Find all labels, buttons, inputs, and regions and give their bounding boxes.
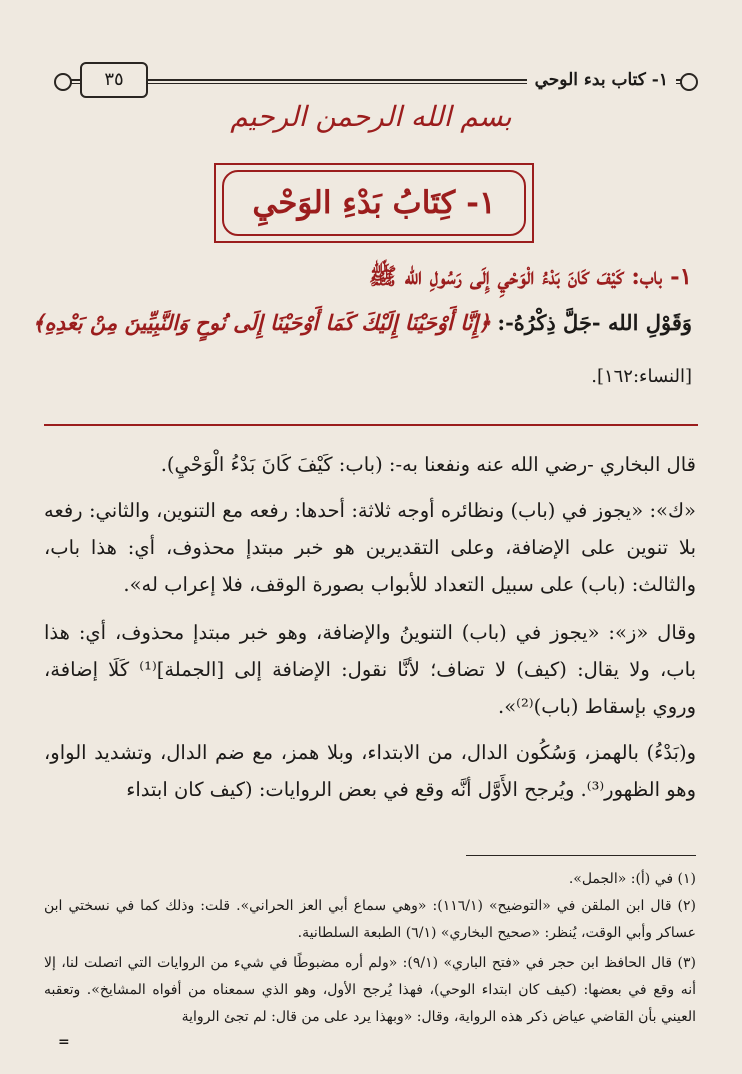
- section-divider: [44, 424, 698, 426]
- chapter-title-inner-frame: [222, 170, 526, 236]
- body-paragraph-4: و(بَدْءُ) بالهمز، وَسُكُون الدال، من الابتداء، وبلا همز، مع ضم الدال، وتشديد الواو، وهو الظهور⁽³⁾. ويُرجح الأَوَّل أنَّه وقع في بعض الروايات: (كيف كان ابتداء: [44, 741, 696, 801]
- body-paragraph-1: قال البخاري -رضي الله عنه ونفعنا به-: (باب: كَيْفَ كَانَ بَدْءُ الْوَحْيِ).: [160, 453, 696, 476]
- page-number: ٣٥: [80, 62, 148, 98]
- chapter-title: ١- كِتَابُ بَدْءِ الوَحْيِ: [252, 185, 496, 221]
- header-ornament-right: [680, 73, 698, 91]
- quran-verse: ﴿إِنَّا أَوْحَيْنَا إِلَيْكَ كَمَا أَوْحَيْنَا إِلَى نُوحٍ وَالنَّبِيِّينَ مِنْ بَعْدِهِ﴾: [32, 310, 491, 335]
- bab-heading: ١- باب: كَيْفَ كَانَ بَدْءُ الْوَحْيِ إِلَى رَسُولِ الله ﷺ: [368, 263, 692, 290]
- footnote-2: (٢) قال ابن الملقن في «التوضيح» (١١٦/١): «وهي سماع أبي العز الحراني». قلت: وذلك كما في نسختي ابن عساكر وأبي الوقت، يُنظر: «صحيح البخاري» (٦/١) الطبعة السلطانية.: [44, 898, 696, 941]
- continuation-mark: =: [58, 1034, 70, 1050]
- footnote-1: (١) في (أ): «الجمل».: [568, 871, 696, 887]
- body-paragraph-3: وقال «ز»: «يجوز في (باب) التنوينُ والإضافة، وهو خبر مبتدإ محذوف، أي: هذا باب، ولا يقال: (كيف) لا تضاف؛ لأنَّا نقول: الإضافة إلى [الجملة]⁽¹⁾ كَلَا إضافة، وروي بإسقاط (باب)⁽²⁾».: [44, 621, 696, 718]
- verse-citation: [النساء:١٦٢].: [591, 366, 692, 387]
- chapter-title-frame: [214, 163, 534, 243]
- basmala-calligraphy: بسم الله الرحمن الرحيم: [230, 100, 512, 133]
- footnote-separator: [466, 855, 696, 856]
- verse-line: [32, 310, 692, 335]
- footnote-3: (٣) قال الحافظ ابن حجر في «فتح الباري» (٩/١): «ولم أره مضبوطًا في شيء من الروايات التي اتصلت لنا، إلا أنه وقع في بعضها: (كيف كان ابتداء الوحي)، فهذا يُرجح الأول، وهو الذي سمعناه من أفواه المشايخ». وتعقبه العيني بأن القاضي عياض ذكر هذه الرواية، وقال: «وبهذا يرد على من قال: لم تجئ الرواية: [44, 955, 696, 1025]
- running-chapter-title: ١- كتاب بدء الوحي: [527, 66, 676, 94]
- running-header: [58, 66, 694, 94]
- body-paragraph-2: «ك»: «يجوز في (باب) ونظائره أوجه ثلاثة: أحدها: رفعه مع التنوين، والثاني: رفعه بلا تنوين على الإضافة، وعلى التقديرين هو خبر مبتدإ محذوف، أي: هذا باب، والثالث: (باب) على سبيل التعداد للأبواب بصورة الوقف، فلا إعراب له».: [44, 499, 696, 596]
- header-ornament-left: [54, 73, 72, 91]
- verse-lead: وَقَوْلِ الله -جَلَّ ذِكْرُهُ-:: [497, 310, 692, 335]
